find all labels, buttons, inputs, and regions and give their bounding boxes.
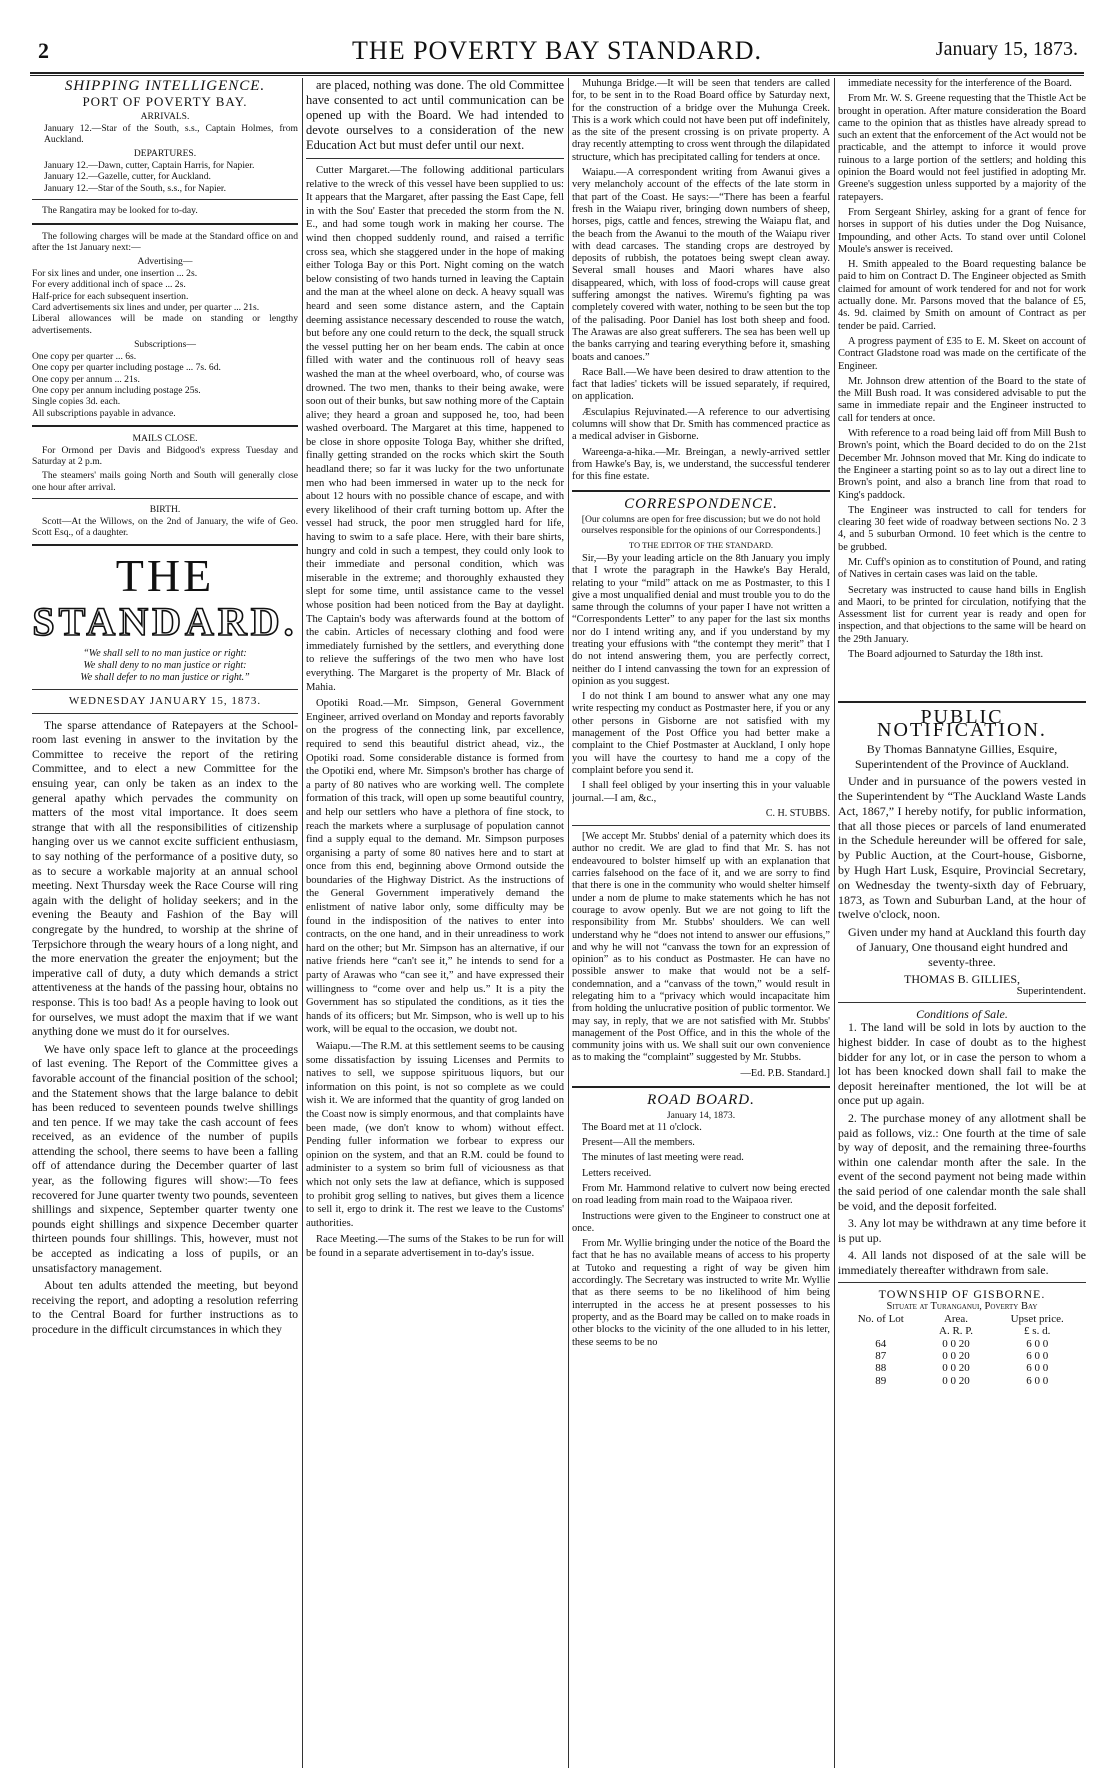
news-item-cutter-margaret: Cutter Margaret.—The following additional particulars relative to the wreck of this vessel have been supplied to us: It appears that the Margaret, after passing the East Cape, fell in with the Sou' Easter that preceded the storm from the N. E., and had some tough work in making her course. The wind then chopped suddenly round, and raised a terrific cross sea, which she staggered under in the hope of making either Tologa Bay or this Port. Night coming on the watch below consisting of two hands turned in leaving the Captain and the man at the wheel alone on deck. A heavy squall was heard and seen some distance astern, and the Captain deeming assistance necessary descended to rouse the watch, but before any one could return to the deck, the squall struck the vessel putting her on her beam ends. The cabin at once filled with water and the continuous roll of heavy seas washed the man at the wheel overboard, who, of course was drowned. The two men, thanks to their being awake, were soon out of their bunks, but saw nothing more of the Captain alive; they heard a groan and supposed he, too, had been washed overboard. The Margaret at this time, happened to be close in shore opposite Tologa Bay, whither she drifted, finally getting stranded on the rocks which skirt the South headland there; so far it was lucky for the two unfortunate men who had been immersed in water up to the neck for about 12 hours with no possible chance of escape, and with every likelihood of their craft turning bottom up. After the vessel had struck, the poor men struggled hard for life, having to swim to a safe place. Here, with their bare shirts, hungry and cold in such a tempest, they could only look to their immediate and personal condition, which was miserable in the extreme; and thoroughly exhausted they slept for some time, until assistance came to the vessel whose position had been noticed from the Bay at daylight. The Captain's body was afterwards found at the bottom of the cabin. Articles of necessary clothing and food were immediately furnished by the settlers, and everything done to relieve the sufferings of the two men who have lost everything. The Margaret is the property of Mr. Black of Mahia. [306, 165, 564, 693]
subscription-line: One copy per annum ... 21s. [32, 373, 140, 385]
condition-item: 3. Any lot may be withdrawn at any time before it is put up. [838, 1216, 1086, 1245]
news-item-waiapu: Waiapu.—The R.M. at this settlement seems to be causing some dissatisfaction by issuing Licenses and Permits to natives to sell, we suppose spirituous liquors, but our information on this point, is not so complete as we could wish it. We are informed that the quantity of grog landed on the Coast now is simply enormous, and that complaints have been made, (we don't know to whom) without effect. Pending fuller information we forbear to express our opinion on the system, and that an R.M. could be found to administer to a system so brim full of viciousness as that which not only sets the law at defiance, which is supposed to prohibit grog selling to natives, but gives them a licence to sell it, ergo to drink it. The rest we leave to the Customs' authorities. [306, 1041, 564, 1229]
correspondence-heading: CORRESPONDENCE. [624, 495, 778, 512]
column-divider [302, 78, 303, 1768]
mails-section [32, 433, 298, 493]
news-item-waiapu-storm: Waiapu.—A correspondent writing from Awanui gives a very melancholy account of the effects of the late storm in that part of the Coast. He says:—“There has been a fearful fresh in the Waiapu river, bringing down numbers of sheep, horses, pigs, cattle and fences, strewing the Waiapu flat, and the beach from the Awanui to the mouth of the Waiapu river with dead carcases. The standing crops are destroyed by deposits of rubbish, the potatoes being swept clean away. Several small houses and Maori whares have also disappeared, which, with loss of food-crops will cause great suffering amongst the natives. Wiremu's fighting pa was completely covered with water, nothing to be seen but the top of the palisading. Poor Daniel has lost both sheep and food. The Arawas are also great sufferers. The sea has been well up the banks carrying and tearing everything before it, smashing boats and canoes.” [572, 167, 830, 363]
road-board-line: From Mr. Wyllie bringing under the notice of the Board the fact that he has no available means of access to his property at Tutoko and requesting a right of way be given him accordingly. The Secretary was instructed to write Mr. Wyllie that as there seems to be no likelihood of him being interrupted in the access he at present possesses to his property, and as the Board may be called on to make roads in other blocks to the vicinity of the one alluded to in his letter, these seems to be no [572, 1238, 830, 1348]
lot-table-unit-cell [838, 1325, 924, 1337]
subscription-line: Single copies 3d. each. [32, 396, 121, 408]
lot-area: 0 0 20 [942, 1337, 970, 1350]
arrivals-heading: ARRIVALS. [140, 111, 190, 122]
birth-heading: BIRTH. [149, 504, 181, 516]
road-board-line: Letters received. [582, 1167, 652, 1179]
public-notification [838, 706, 1086, 1387]
road-board-line: Instructions were given to the Engineer to construct one at once. [572, 1210, 830, 1234]
subscription-line: One copy per quarter ... 6s. [32, 350, 137, 362]
editorial-dateline: WEDNESDAY JANUARY 15, 1873. [68, 695, 262, 708]
lot-number: 64 [875, 1337, 887, 1350]
charge-line: Half-price for each subsequent insertion. [32, 290, 189, 302]
subscription-line: One copy per annum including postage 25s. [32, 384, 201, 396]
editorial-paragraph: About ten adults attended the meeting, but beyond receiving the report, and adopting a resolution referring to the Central Board for further instructions as to procedure in the difficult circumstances in which they [32, 1279, 298, 1337]
charge-line: For six lines and under, one insertion ... 2s. [32, 267, 198, 279]
news-item-wareenga: Wareenga-a-hika.—Mr. Breingan, a newly-arrived settler from Hawke's Bay, is, we understand, the successful tenderer for this fine estate. [572, 446, 830, 483]
road-board-item: Secretary was instructed to cause hand bills in English and Maori, to be printed for circulation, notifying that the Assessment list for current year is ready and open for inspection, and that objections to the same will be heard on the 29th January. [838, 584, 1086, 645]
subscription-line: All subscriptions payable in advance. [32, 407, 176, 419]
lot-table-header [838, 1313, 1086, 1325]
condition-item: 2. The purchase money of any allotment shall be paid as follows, viz.: One fourth at the time of sale by way of deposit, and the remaining three-fourths within one calendar month after the sale. In the event of the second payment not being made within the said period of one calendar month the sale shall be void, and the deposit forfeited. [838, 1110, 1086, 1213]
editorial-paragraph: We have only space left to glance at the proceedings of last evening. The Report of the Committee gives a favorable account of the financial position of the school; and the Statement shows that the large balance to debit has been reduced to seventeen pounds twelve shillings and ten pence. If we may take the cash account of fees received, as an evidence of the number of pupils attending the school, there seems to have been a falling off of attendance during the December quarter of last year, as the following figures will show:—To fees recovered for June quarter twenty two pounds, seventeen shillings and sixpence, September quarter twenty one pounds eight shillings and sixpence December quarter thirteen pounds four shillings. This, however, must not be accepted as indicating a loss of pupils, or an unsatisfactory management. [32, 1042, 298, 1275]
column-2 [306, 78, 564, 1768]
lot-price: 6 0 0 [1026, 1362, 1049, 1375]
road-board-item: A progress payment of £35 to E. M. Skeet on account of Contract Gladstone road was made on the certificate of the Engineer. [838, 335, 1086, 372]
news-item-aesculapius: Æsculapius Rejuvinated.—A reference to our advertising columns will show that Dr. Smith has commenced practice as a medical adviser in Gisborne. [572, 406, 830, 443]
charges-section [32, 231, 298, 420]
lot-table-unit-cell: A. R. P. [939, 1325, 973, 1338]
road-board-line: The Board met at 11 o'clock. [582, 1121, 702, 1133]
departure-entry: January 12.—Gazelle, cutter, for Auckland. [44, 171, 211, 183]
notification-signature-title: Superintendent. [1016, 984, 1086, 997]
news-item-muhunga-bridge: Muhunga Bridge.—It will be seen that tenders are called for, to be sent in to the Road Board office by Saturday next, for the construction of a bridge over the Muhunga Creek. This is a work which could not have been put off indefinitely, as the site of the present crossing is on private property. A dray recently attempting to cross went through the dilapidated structure, which has precipitated calling for tenders at once. [572, 78, 830, 163]
condition-item: 4. All lands not disposed of at the sale will be immediately thereafter withdrawn from sale. [838, 1248, 1086, 1277]
page-header [30, 30, 1084, 70]
road-board-section [572, 1094, 830, 1349]
departure-entry: January 12.—Star of the South, s.s., for Napier. [44, 182, 226, 194]
letter-paragraph: Sir,—By your leading article on the 8th January you imply that I wrote the paragraph in the Hawke's Bay Herald, relating to your “mild” attack on me as Postmaster, to this I give a most unqualified denial and must trouble you to do the same through the columns of your paper I have not written a “Correspondents Letter” to any paper for the last six months nor do I intend writing any, and if you understand by my treating your effusions with “the contempt they merit” that I do not intend answering them, you are perfectly correct, neither do I intend canvassing the town for an expression of opinion as you suggest. [572, 552, 830, 687]
column-3 [572, 78, 830, 1768]
header-rule [30, 72, 1084, 74]
lot-table-row [838, 1338, 1086, 1350]
township-subheading: Situate at Turanganui, Poverty Bay [886, 1300, 1038, 1312]
mails-text: For Ormond per Davis and Bidgood's express Tuesday and Saturday at 2 p.m. [32, 444, 298, 467]
shipping-section [32, 80, 298, 217]
charge-line: For every additional inch of space ... 2s. [32, 279, 186, 291]
masthead-the: THE [115, 550, 215, 602]
notification-byline: By Thomas Bannatyne Gillies, Esquire, Superintendent of the Province of Auckland. [855, 741, 1069, 771]
conditions-list [838, 1020, 1086, 1277]
lot-area: 0 0 20 [942, 1349, 970, 1362]
arrival-entry: January 12.—Star of the South, s.s., Captain Holmes, from Auckland. [44, 122, 298, 146]
editor-reply-sign: —Ed. P.B. Standard.] [740, 1067, 830, 1079]
departures-heading: DEPARTURES. [133, 148, 197, 159]
port-heading: PORT OF POVERTY BAY. [82, 94, 248, 110]
lot-area: 0 0 20 [942, 1374, 970, 1387]
masthead-name: STANDARD. [32, 599, 298, 645]
correspondence-section [572, 495, 830, 1081]
road-board-item: Mr. Cuff's opinion as to constitution of Pound, and rating of Natives in certain cases was laid on the table. [838, 556, 1086, 581]
shipping-note: The Rangatira may be looked for to-day. [42, 205, 198, 217]
road-board-item: The Engineer was instructed to call for tenders for clearing 30 feet wide of roadway between sections No. 2 3 4, and 5 suburban Ormond. 10 feet which is the centre to be grubbed. [838, 504, 1086, 553]
conditions-heading: Conditions of Sale. [916, 1007, 1008, 1022]
road-board-line: The minutes of last meeting were read. [582, 1152, 744, 1164]
shipping-heading: SHIPPING INTELLIGENCE. [64, 78, 266, 94]
departure-entry: January 12.—Dawn, cutter, Captain Harris, for Napier. [44, 160, 255, 171]
lot-price: 6 0 0 [1026, 1374, 1049, 1387]
road-board-item: H. Smith appealed to the Board requesting balance be paid to him on Contract D. The Engineer objected as Smith claimed for amount of work tendered for and not for work actually done. Mr. Parsons moved that the balance of £5, 4s. 9d. claimed by Smith on amount of Contract as per tender be paid. Carried. [838, 259, 1086, 332]
lot-table-row [838, 1362, 1086, 1374]
editorial-paragraph: The sparse attendance of Ratepayers at the School-room last evening in answer to the invitation by the Committee to receive the report of the retiring Committee, and to elect a new Committee for the ensuing year, can only be taken as an index to the general apathy which pervades the community on matters of the most vital importance. It does seem strange that with all the responsibilities of citizenship hanging over us we cannot excite sufficient enthusiasm, to say nothing of the performance of a positive duty, so as to secure a workable majority at an annual school meeting. Next Thursday week the Race Course will ring again with the delight of holiday seekers; and in the evening the Beauty and Fashion of the Bay will congregate by the hundred, to worship at the shrine of Terpsichore through the weary hours of a long night, and the more enervation the greater the enjoyment; but the imperative call of duty, a duty which demands a strict attentiveness at the hands of the passing hour, obtains no response. This is too bad! As a people having to look out for ourselves, we must adopt the maxim that if we want anything done we must do it for ourselves. [32, 718, 298, 1039]
page-number: 2 [38, 38, 49, 63]
road-board-line: Present—All the members. [582, 1137, 695, 1149]
letter-signature: C. H. STUBBS. [765, 807, 830, 819]
subscriptions-heading: Subscriptions— [134, 339, 196, 351]
township-heading: TOWNSHIP OF GISBORNE. [878, 1287, 1046, 1302]
lot-number: 88 [875, 1362, 887, 1375]
notification-heading: PUBLIC NOTIFICATION. [877, 706, 1047, 741]
notification-body: Under and in pursuance of the powers vested in the Superintendent by “The Auckland Waste Lands Act, 1867,” I hereby notify, for public information, that all those pieces or parcels of land enumerated in the Schedule hereunder will be offered for sale, by Public Auction, at the Court-house, Gisborne, by Hugh Hart Lusk, Esquire, Provincial Secretary, on Wednesday the twenty-sixth day of February, 1873, as Town and Suburban Land, at the hour of twelve o'clock, noon. [838, 774, 1086, 922]
lot-table-row [838, 1375, 1086, 1387]
road-board-heading: ROAD BOARD. [647, 1092, 755, 1109]
condition-item: 1. The land will be sold in lots by auction to the highest bidder. In case of doubt as to the highest bidder for any lot, or in case the person to whom a lot has been knocked down shall fail to make the deposit hereinafter mentioned, the lot will be at once put up again. [838, 1020, 1086, 1108]
birth-text: Scott—At the Willows, on the 2nd of January, the wife of Geo. Scott Esq., of a daughter. [32, 515, 298, 538]
charge-line: Liberal allowances will be made on standing or lengthy advertisements. [32, 313, 298, 336]
road-board-item: Mr. Johnson drew attention of the Board to the state of the Mill Bush road. It was considered advisable to put the same in immediate repair and the Engineer instructed to call for tenders at once. [838, 375, 1086, 424]
correspondence-disclaimer: [Our columns are open for free discussion; but we do not hold ourselves responsible for the opinions of our Correspondents.] [581, 513, 821, 537]
newspaper-title: THE POVERTY BAY STANDARD. [352, 36, 762, 65]
lot-number: 89 [875, 1374, 887, 1387]
column-4 [838, 78, 1086, 1768]
lot-table-header-cell: Upset price. [1010, 1313, 1064, 1326]
column-divider [834, 78, 835, 1768]
issue-date: January 15, 1873. [935, 38, 1078, 60]
news-item-race-meeting: Race Meeting.—The sums of the Stakes to be run for will be found in a separate advertisement in to-day's issue. [306, 1234, 564, 1259]
notification-signature: THOMAS B. GILLIES, [904, 971, 1020, 986]
masthead-motto: We shall deny to no man justice or right: [83, 660, 247, 672]
road-board-item: From Sergeant Shirley, asking for a grant of fence for horses in support of his duties under the Dog Nuisance, Impounding, and other Acts. To stand over until Colonel Moule's answer is received. [838, 206, 1086, 255]
subscription-line: One copy per quarter including postage ... 7s. 6d. [32, 362, 221, 374]
birth-section [32, 504, 298, 538]
lot-area: 0 0 20 [942, 1362, 970, 1375]
lot-table [838, 1313, 1086, 1387]
charges-intro: The following charges will be made at the Standard office on and after the 1st January next:— [32, 230, 298, 254]
mails-heading: MAILS CLOSE. [132, 433, 198, 445]
letter-paragraph: I shall feel obliged by your inserting this in your valuable journal.—I am, &c., [572, 780, 830, 804]
news-item-opotiki-road: Opotiki Road.—Mr. Simpson, General Government Engineer, arrived overland on Monday and reports favorably on the progress of the connecting link, par excellence, required to send this beautiful district ahead, viz., the Opotiki road. Some considerable distance is formed from the Opotiki end, where Mr. Simpson's brother has charge of a party of 80 natives who are working well. The complete formation of this track, will open up some beautiful country, and help our settlers who have a plethora of fine stock, to reach the markets where a surplusage of population cannot find a supply equal to the demand. Mr. Simpson purposes organising a party of some 80 natives here and to start at once from this end, beginning above Ormond outside the boundaries of the Highway District. As the instructions of the General Government imperatively demand the enlistment of native labor only, some difficulty may be found in the indisposition of the natives to enter into contracts, on the one hand, and in their unreadiness to work hard on the other; but Mr. Simpson has an alternative, if our native friends here “can't see it,” he intends to send for a party of Arawas who “can see it,” and have expressed their willingness to “come over and help us.” It is a pity the Government has so stipulated the conditions, as it ties the hands of its officers; but Mr. Simpson, who is well up to his work, will be equal to the occasion, we doubt not. [306, 698, 564, 1036]
advertising-heading: Advertising— [137, 256, 193, 268]
masthead-motto: “We shall sell to no man justice or right: [83, 648, 247, 660]
editorial-continuation: are placed, nothing was done. The old Committee have consented to act until communication can be opened up with the Board. We had intended to devote ourselves to a consideration of the new Education Act but must defer until our next. [306, 78, 564, 152]
notification-given: Given under my hand at Auckland this fourth day of January, One thousand eight hundred and seventy-three. [848, 925, 1086, 969]
letter-salutation-heading: TO THE EDITOR OF THE STANDARD. [628, 539, 774, 550]
mails-text: The steamers' mails going North and South will generally close one hour after arrival. [32, 470, 298, 493]
lot-price: 6 0 0 [1026, 1349, 1049, 1362]
lot-table-units [838, 1325, 1086, 1337]
lot-price: 6 0 0 [1026, 1337, 1049, 1350]
editorial [32, 719, 298, 1338]
road-board-item: The Board adjourned to Saturday the 18th inst. [848, 649, 1044, 661]
lot-table-header-cell: No. of Lot [857, 1313, 904, 1326]
road-board-item: From Mr. W. S. Greene requesting that the Thistle Act be brought in operation. After mature consideration the Board came to the opinion that as thistles have already spread to such an extent that the enforcement of the Act would not be practicable, and the attempt to inforce it would prove ruinous to a large portion of the settlers; and holding this opinion the Board would not feel justified in adopting Mr. Greene's suggestion unless supported by a majority of the ratepayers. [838, 93, 1086, 203]
road-board-continuation: immediate necessity for the interference of the Board. [848, 78, 1072, 89]
road-board-line: From Mr. Hammond relative to culvert now being erected on road leading from main road to the Waipaoa river. [572, 1182, 830, 1207]
lot-number: 87 [875, 1349, 887, 1362]
column-divider [568, 78, 569, 1768]
masthead [32, 552, 298, 713]
lot-table-header-cell: Area. [943, 1313, 969, 1326]
lot-table-unit-cell: £ s. d. [1024, 1325, 1051, 1338]
road-board-item: With reference to a road being laid off from Mill Bush to Brown's point, which the Board decided to do on the 21st December Mr. Johnson moved that Mr. King do indicate to the Engineer a starting point so as to lay out a direct line to Brown's point, and also a branch line from that road to King's paddock. [838, 428, 1086, 501]
header-rule-thin [30, 75, 1084, 76]
masthead-motto: We shall defer to no man justice or right.” [80, 672, 250, 684]
letter-paragraph: I do not think I am bound to answer what any one may write respecting my conduct as Postmaster here, if you or any other persons in Gisborne are not satisfied with my management of the Post Office you had better make a complaint to the Chief Postmaster at Auckland, I only hope you will have the courtesy to hand me a copy of the complaint before you send it. [572, 691, 830, 776]
editor-reply: [We accept Mr. Stubbs' denial of a paternity which does its author no credit. We are glad to find that Mr. S. has not endeavoured to bolster himself up with an explanation that carries falsehood on the face of it, and we are sorry to find that there is one in the community who would shelter himself under a nom de plume to make statements which he has not courage to avow openly. But we are not going to lift the responsibility from Mr. Stubbs' shoulders. We can well understand why he “does not intend to answer our effusions,” and why he will not “canvass the town for an expression of opinion” as to his conduct as Postmaster. He can have no possible answer to make that would not be a self-condemnation, and a “canvass of the town,” would result in relegating him to a “privacy which would incapacitate him from holding the unlucrative position of public tormentor. We may say, in reply, that we are not satisfied with Mr. Stubbs' management of the Post Office, and in this the whole of the community joins with us. We shall suit our own convenience as to making the “complaint” suggested by Mr. Stubbs. [572, 831, 830, 1064]
lot-table-row [838, 1350, 1086, 1362]
news-item-race-ball: Race Ball.—We have been desired to draw attention to the fact that ladies' tickets will be issued separately, if required, on application. [572, 366, 830, 403]
road-board-date: January 14, 1873. [666, 1110, 736, 1122]
column-1 [32, 78, 298, 1768]
charge-line: Card advertisements six lines and under, per quarter ... 21s. [32, 302, 260, 314]
